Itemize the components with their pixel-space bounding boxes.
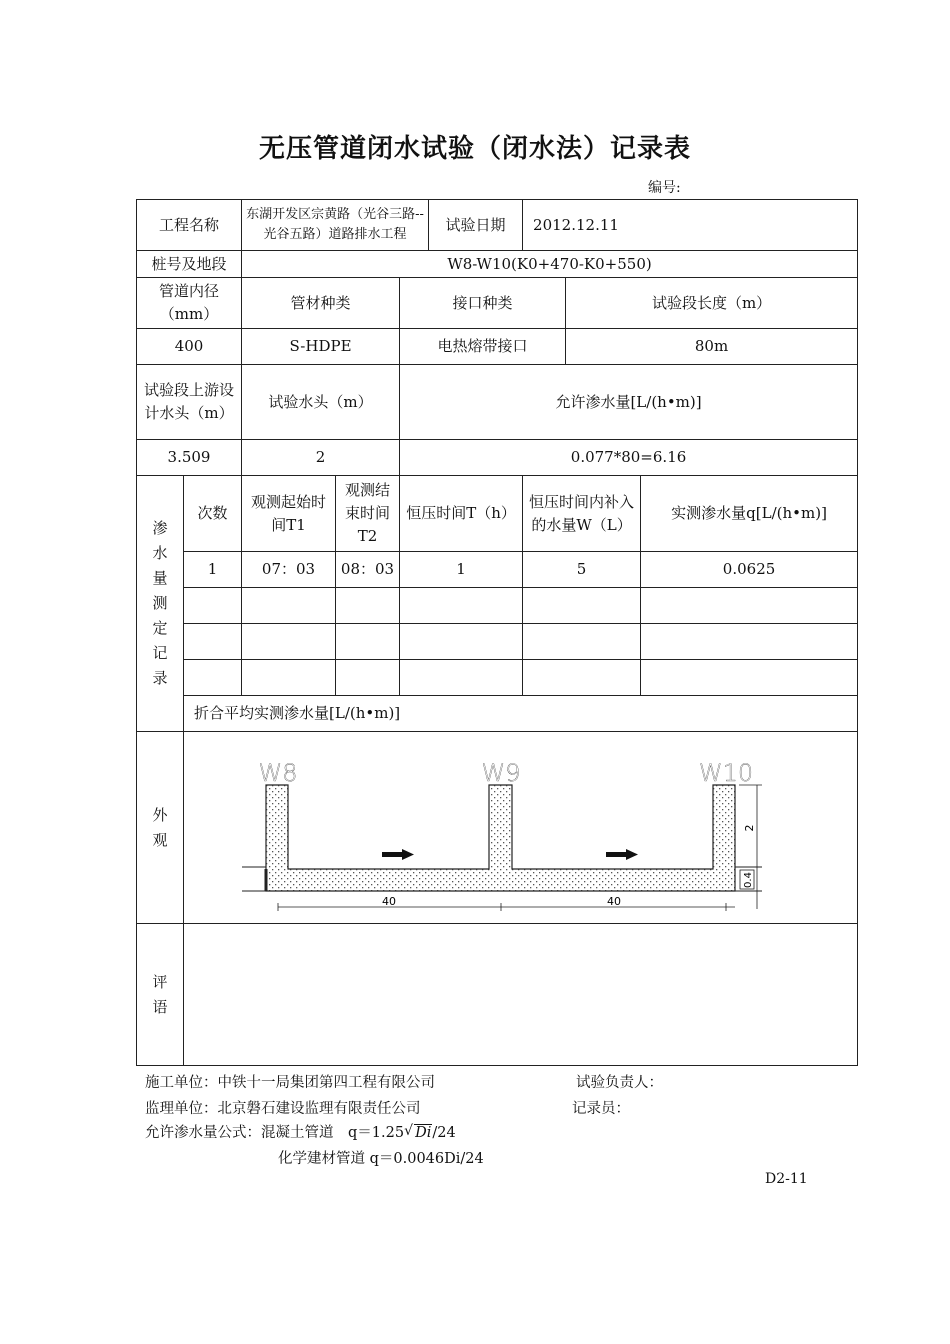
pipe-material-value: S-HDPE [242,329,400,365]
table-cell [336,588,400,624]
table-cell [184,624,242,660]
formula-label: 允许渗水量公式：混凝土管道 q＝1.25 [145,1125,405,1141]
test-date-label: 试验日期 [429,200,523,251]
dim-span-label: 40 [382,894,396,908]
table-cell [400,624,523,660]
allowable-seepage-value: 0.077*80=6.16 [400,440,858,476]
appearance-cell [184,732,858,924]
table-cell [242,588,336,624]
dim-base-label: 0.4 [743,871,754,888]
test-head-value: 2 [242,440,400,476]
col-header: 恒压时间T（h） [400,476,523,552]
average-seepage-label: 折合平均实测渗水量[L/(h•m)] [184,696,858,732]
supervisor-line: 监理单位：北京磐石建设监理有限责任公司 [145,1101,421,1117]
project-name-value: 东湖开发区宗黄路（光谷三路--光谷五路）道路排水工程 [242,200,429,251]
page-title: 无压管道闭水试验（闭水法）记录表 [258,134,691,164]
test-date-value: 2012.12.11 [523,200,858,251]
table-cell [336,624,400,660]
col-header: 观测起始时间T1 [242,476,336,552]
well-label-w9: W9 [481,758,521,787]
table-cell: 07：03 [242,552,336,588]
contractor-line: 施工单位：中铁十一局集团第四工程有限公司 [145,1075,435,1091]
well-label-w8: W8 [258,758,298,787]
dim-height-label: 2 [743,824,756,831]
formula-radicand: Di [415,1125,432,1141]
allowable-seepage-label: 允许渗水量[L/(h•m)] [400,365,858,440]
record-table [136,199,858,1066]
pipe-material-label: 管材种类 [242,278,400,329]
table-cell [184,588,242,624]
flow-arrow-icon [382,849,414,860]
seepage-section-label: 渗水量测定记录 [137,476,184,732]
water-fill [266,785,735,891]
table-cell: 0.0625 [641,552,858,588]
appearance-label: 外观 [137,732,184,924]
table-cell: 1 [400,552,523,588]
table-cell: 1 [184,552,242,588]
table-cell [242,660,336,696]
table-cell: 5 [523,552,641,588]
table-cell [641,624,858,660]
well-label-w10: W10 [698,758,754,787]
section-length-value: 80m [566,329,858,365]
table-cell [184,660,242,696]
table-cell [641,660,858,696]
comment-label: 评语 [137,924,184,1066]
design-head-label: 试验段上游设计水头（m） [137,365,242,440]
col-header: 次数 [184,476,242,552]
test-head-label: 试验水头（m） [242,365,400,440]
station-value: W8-W10(K0+470-K0+550) [242,251,858,278]
table-cell [523,588,641,624]
pipe-diagram [184,733,856,923]
comment-cell [184,924,858,1066]
joint-type-value: 电热熔带接口 [400,329,566,365]
table-cell [242,624,336,660]
table-cell [641,588,858,624]
table-cell [400,588,523,624]
col-header: 实测渗水量q[L/(h•m)] [641,476,858,552]
table-cell [523,624,641,660]
joint-type-label: 接口种类 [400,278,566,329]
recorder-label: 记录员： [572,1101,630,1117]
table-cell [400,660,523,696]
table-cell: 08：03 [336,552,400,588]
flow-arrow-icon [606,849,638,860]
formula-tail: /24 [432,1125,456,1141]
test-lead-label: 试验负责人： [576,1075,663,1091]
table-cell [336,660,400,696]
project-name-label: 工程名称 [137,200,242,251]
sqrt-icon: √ Di [404,1123,432,1141]
station-label: 桩号及地段 [137,251,242,278]
design-head-value: 3.509 [137,440,242,476]
document-code: D2-11 [765,1171,808,1187]
pipe-diameter-value: 400 [137,329,242,365]
col-header: 观测结束时间T2 [336,476,400,552]
serial-number-label: 编号: [648,180,681,196]
table-cell [523,660,641,696]
col-header: 恒压时间内补入的水量W（L） [523,476,641,552]
section-length-label: 试验段长度（m） [566,278,858,329]
formula-line [145,1121,456,1142]
pipe-diameter-label: 管道内径（mm） [137,278,242,329]
dim-span-label: 40 [607,894,621,908]
formula2-line: 化学建材管道 q＝0.0046Di/24 [278,1151,484,1167]
